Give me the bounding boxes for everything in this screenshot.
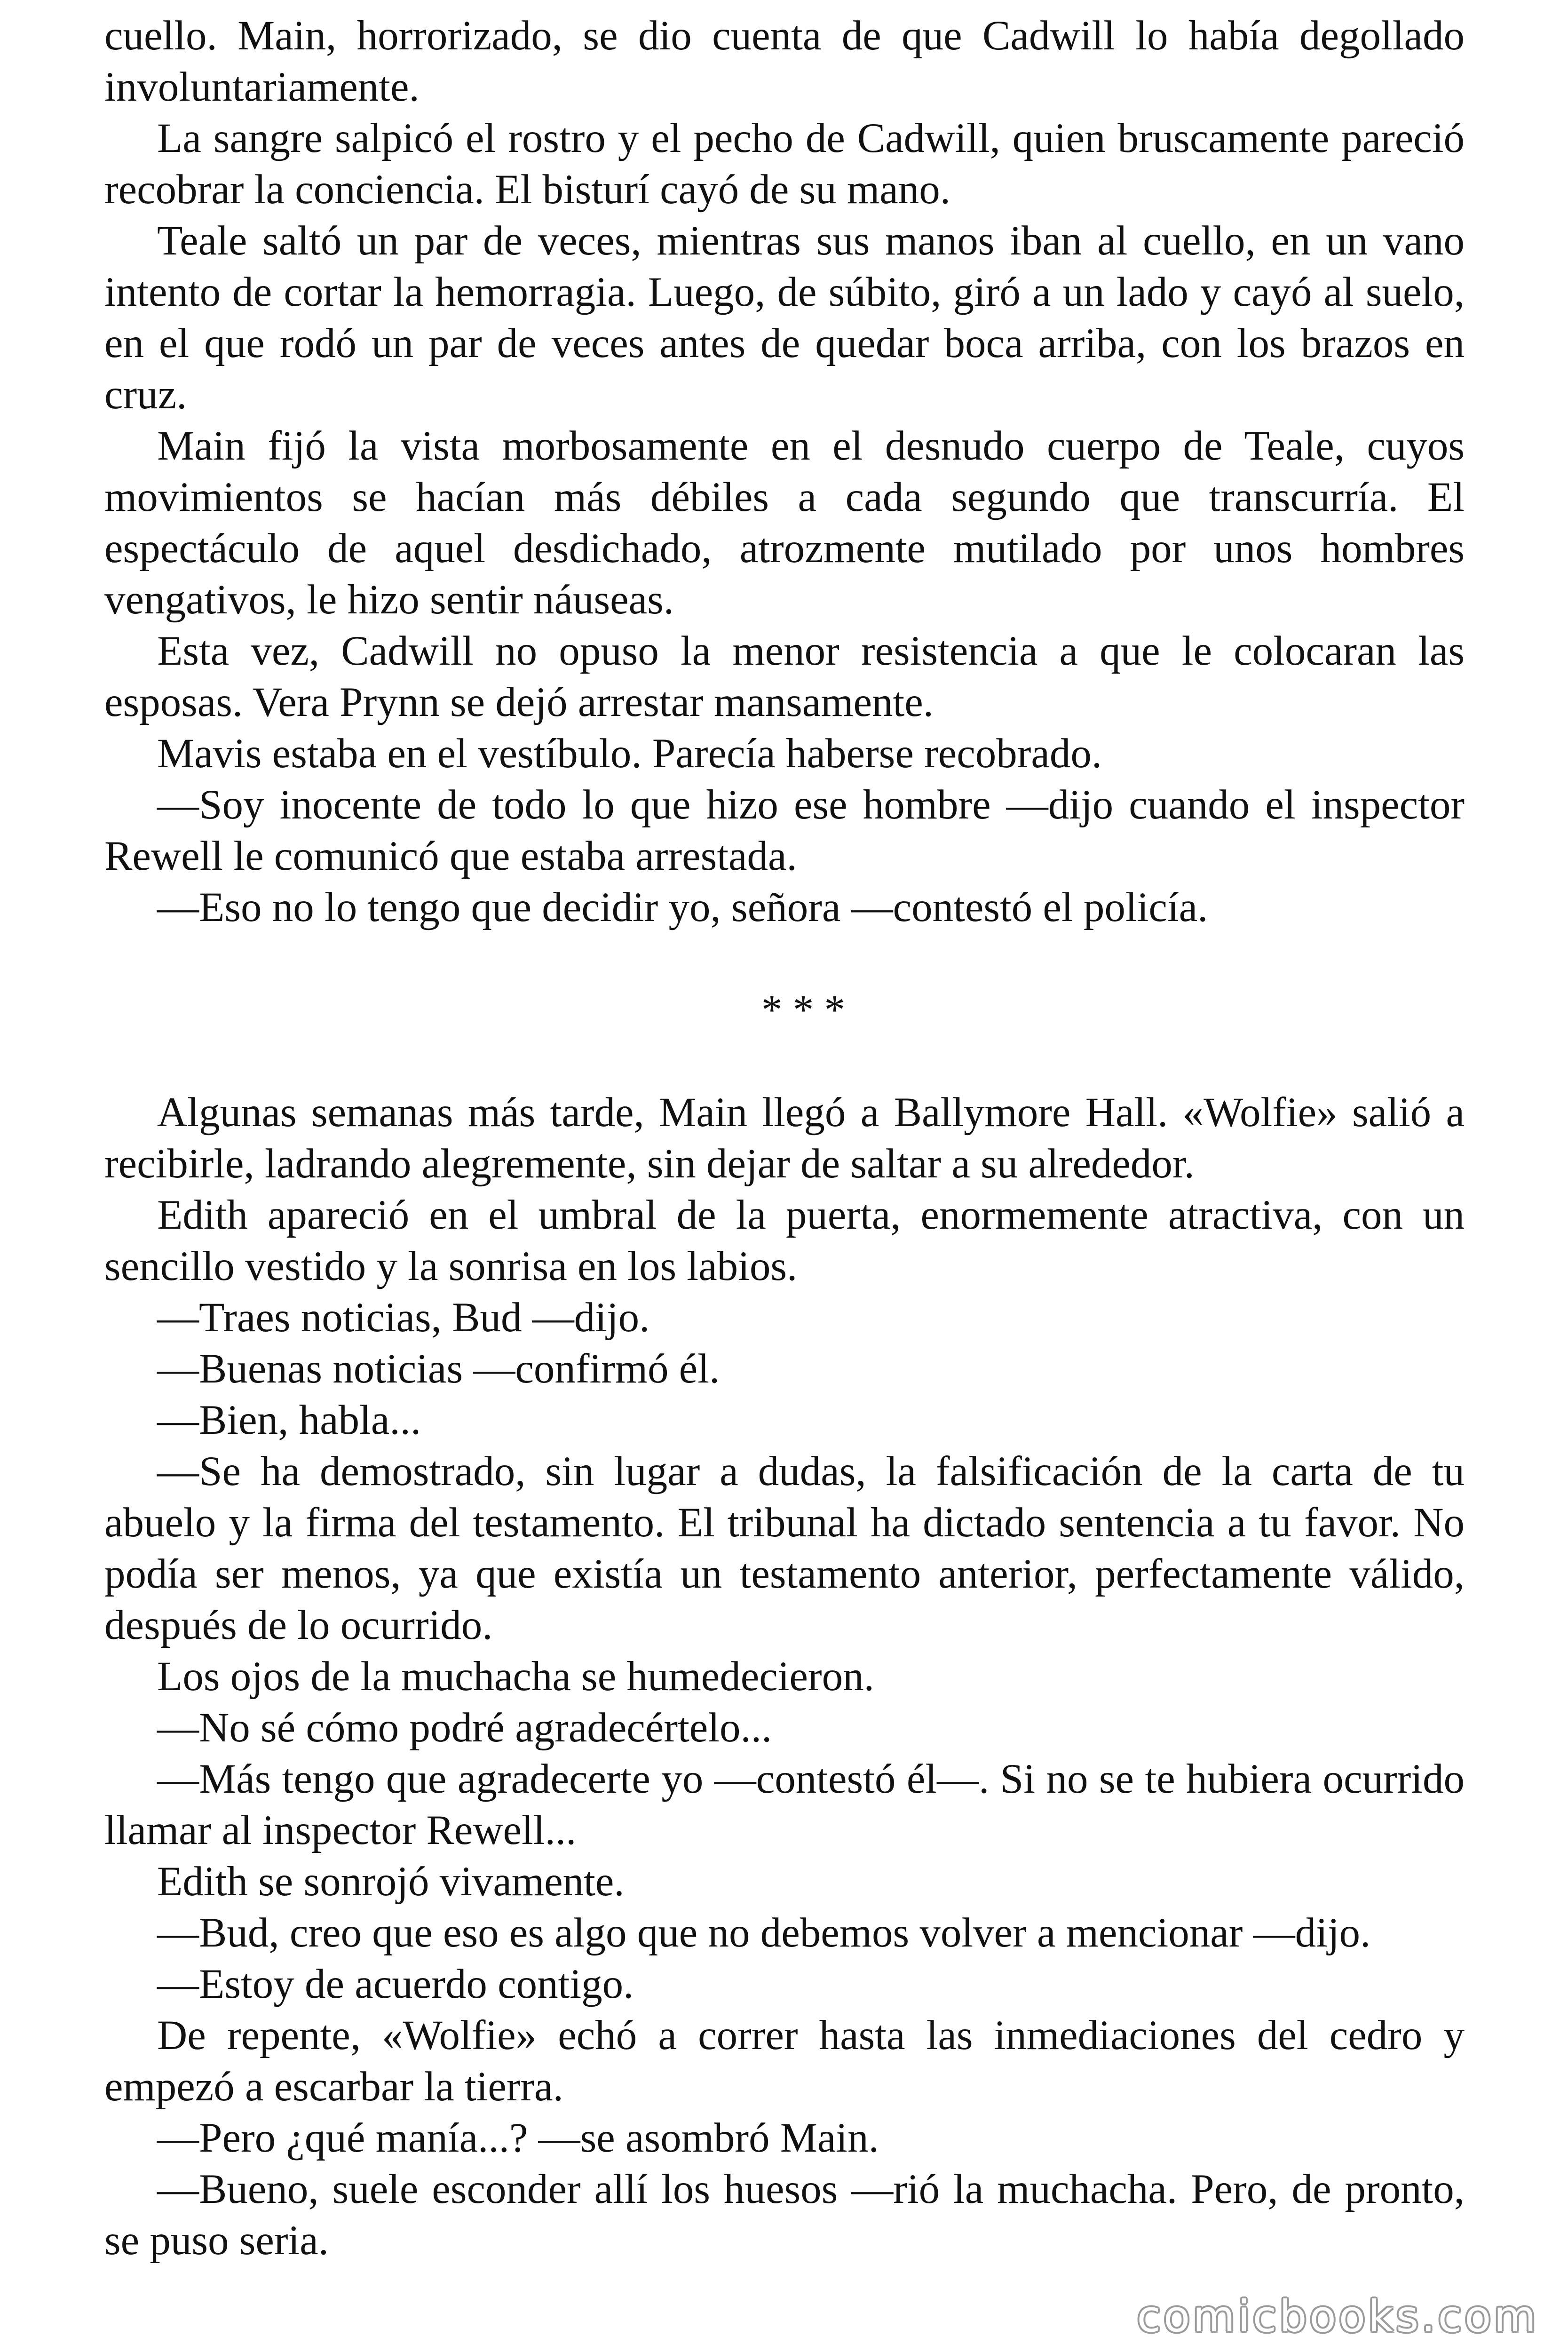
text-section-before-break [104, 10, 1465, 933]
text-column [104, 10, 1465, 2266]
paragraph: Esta vez, Cadwill no opuso la menor resistencia a que le colocaran las esposas. Vera Prynn se dejó arrestar mansamente. [104, 628, 1465, 725]
paragraph: —Bud, creo que eso es algo que no debemos volver a mencionar —dijo. [157, 1910, 1371, 1956]
watermark-logo: comicbooks.com [1137, 2291, 1539, 2342]
text-section-after-break [104, 1087, 1465, 2266]
paragraph: —Eso no lo tengo que decidir yo, señora —contestó el policía. [157, 884, 1208, 930]
paragraph: —Buenas noticias —confirmó él. [157, 1346, 720, 1392]
paragraph: Mavis estaba en el vestíbulo. Parecía haberse recobrado. [157, 731, 1102, 777]
paragraph: —Pero ¿qué manía...? —se asombró Main. [157, 2115, 879, 2161]
scene-break [104, 933, 1465, 1087]
paragraph: Algunas semanas más tarde, Main llegó a Ballymore Hall. «Wolfie» salió a recibirle, ladrando alegremente, sin dejar de saltar a su alrededor. [104, 1089, 1465, 1187]
paragraph: cuello. Main, horrorizado, se dio cuenta de que Cadwill lo había degollado involuntariamente. [104, 13, 1465, 110]
paragraph: Teale saltó un par de veces, mientras sus manos iban al cuello, en un vano intento de cortar la hemorragia. Luego, de súbito, giró a un lado y cayó al suelo, en el que rodó un par de veces antes de quedar boca arriba, con los brazos en cruz. [104, 218, 1465, 418]
paragraph: De repente, «Wolfie» echó a correr hasta las inmediaciones del cedro y empezó a escarbar la tierra. [104, 2012, 1465, 2110]
paragraph: —Estoy de acuerdo contigo. [157, 1961, 634, 2007]
paragraph: —No sé cómo podré agradecértelo... [157, 1705, 772, 1751]
paragraph: —Más tengo que agradecerte yo —contestó él—. Si no se te hubiera ocurrido llamar al inspector Rewell... [104, 1756, 1465, 1853]
paragraph: —Bien, habla... [157, 1397, 421, 1443]
paragraph: Los ojos de la muchacha se humedecieron. [157, 1653, 874, 1700]
paragraph: Edith apareció en el umbral de la puerta, enormemente atractiva, con un sencillo vestido y la sonrisa en los labios. [104, 1192, 1465, 1289]
paragraph: —Traes noticias, Bud —dijo. [157, 1295, 650, 1341]
paragraph: —Bueno, suele esconder allí los huesos —rió la muchacha. Pero, de pronto, se puso seria. [104, 2166, 1465, 2264]
paragraph: —Se ha demostrado, sin lugar a dudas, la falsificación de la carta de tu abuelo y la firma del testamento. El tribunal ha dictado sentencia a tu favor. No podía ser menos, ya que existía un testamento anterior, perfectamente válido, después de lo ocurrido. [104, 1448, 1465, 1648]
paragraph: La sangre salpicó el rostro y el pecho de Cadwill, quien bruscamente pareció recobrar la conciencia. El bisturí cayó de su mano. [104, 115, 1465, 213]
paragraph: Edith se sonrojó vivamente. [157, 1859, 625, 1905]
paragraph: —Soy inocente de todo lo que hizo ese hombre —dijo cuando el inspector Rewell le comunicó que estaba arrestada. [104, 782, 1465, 879]
scene-break-asterisks: * * * [761, 987, 845, 1033]
paragraph: Main fijó la vista morbosamente en el desnudo cuerpo de Teale, cuyos movimientos se hacían más débiles a cada segundo que transcurría. El espectáculo de aquel desdichado, atrozmente mutilado por unos hombres vengativos, le hizo sentir náuseas. [104, 423, 1465, 623]
